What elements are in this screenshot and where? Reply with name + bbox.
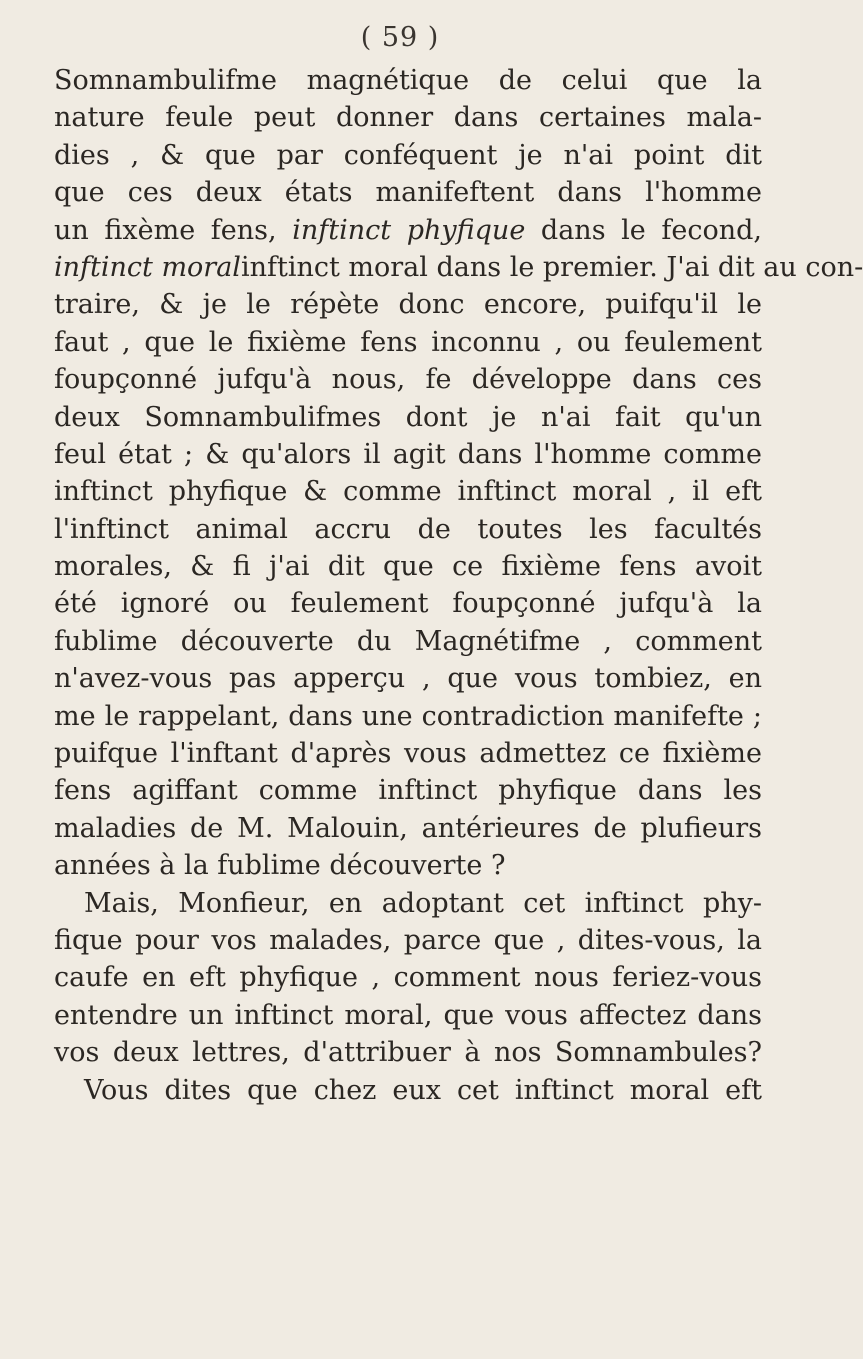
text-line: fublime découverte du Magnétifme , comment	[54, 625, 762, 657]
text-line: Mais, Monfieur, en adoptant cet inftinct phy-	[84, 887, 762, 919]
text-line: années à la fublime découverte ?	[54, 850, 506, 882]
text-line: me le rappelant, dans une contradiction manifefte ;	[54, 700, 762, 732]
text-line: feul état ; & qu'alors il agit dans l'homme comme	[54, 438, 762, 470]
text-line: Vous dites que chez eux cet inftinct moral eft	[84, 1074, 762, 1106]
text-line: que ces deux états manifeftent dans l'homme	[54, 177, 762, 209]
text-line: morales, & fi j'ai dit que ce fixième fens avoit	[54, 551, 762, 583]
text-line: Somnambulifme magnétique de celui que la	[54, 65, 762, 96]
text-line: fique pour vos malades, parce que , dites-vous, la	[54, 924, 762, 956]
text-line: traire, & je le répète donc encore, puifqu'il le	[54, 289, 762, 321]
text-line: caufe en eft phyfique , comment nous feriez-vous	[54, 962, 762, 994]
text-line: foupçonné jufqu'à nous, fe développe dans ces	[54, 364, 762, 396]
text-line: n'avez-vous pas apperçu , que vous tombiez, en	[54, 663, 762, 695]
italic-term-physique: inftinct phyfique	[292, 214, 526, 246]
text-line: inftinct phyfique & comme inftinct moral , il eft	[54, 476, 762, 508]
text-line: vos deux lettres, d'attribuer à nos Somnambules?	[54, 1037, 762, 1069]
text-line: l'inftinct animal accru de toutes les facultés	[54, 513, 762, 545]
text-line: été ignoré ou feulement foupçonné jufqu'à la	[54, 588, 762, 620]
text-line: deux Somnambulifmes dont je n'ai fait qu'un	[54, 401, 762, 433]
text-line: nature feule peut donner dans certaines mala-	[54, 102, 762, 134]
text-line-mixed	[54, 249, 863, 286]
page-number: ( 59 )	[360, 22, 440, 53]
text-run: inftinct moral dans le premier. J'ai dit au con-	[240, 251, 863, 283]
text-line: entendre un inftinct moral, que vous affectez dans	[54, 999, 762, 1031]
italic-term-moral: inftinct moral	[54, 251, 241, 283]
text-line: faut , que le fixième fens inconnu , ou feulement	[54, 326, 762, 358]
text-line-mixed	[54, 212, 762, 249]
text-run: dans le fecond,	[525, 214, 763, 246]
text-line: fens agiffant comme inftinct phyfique dans les	[54, 775, 762, 807]
text-line: puifque l'inftant d'après vous admettez ce fixième	[54, 738, 762, 770]
body-text	[54, 62, 863, 1109]
text-run: un fixème fens,	[54, 214, 293, 246]
text-line: dies , & que par conféquent je n'ai point dit	[54, 139, 762, 171]
text-line: maladies de M. Malouin, antérieures de plufieurs	[54, 812, 762, 844]
